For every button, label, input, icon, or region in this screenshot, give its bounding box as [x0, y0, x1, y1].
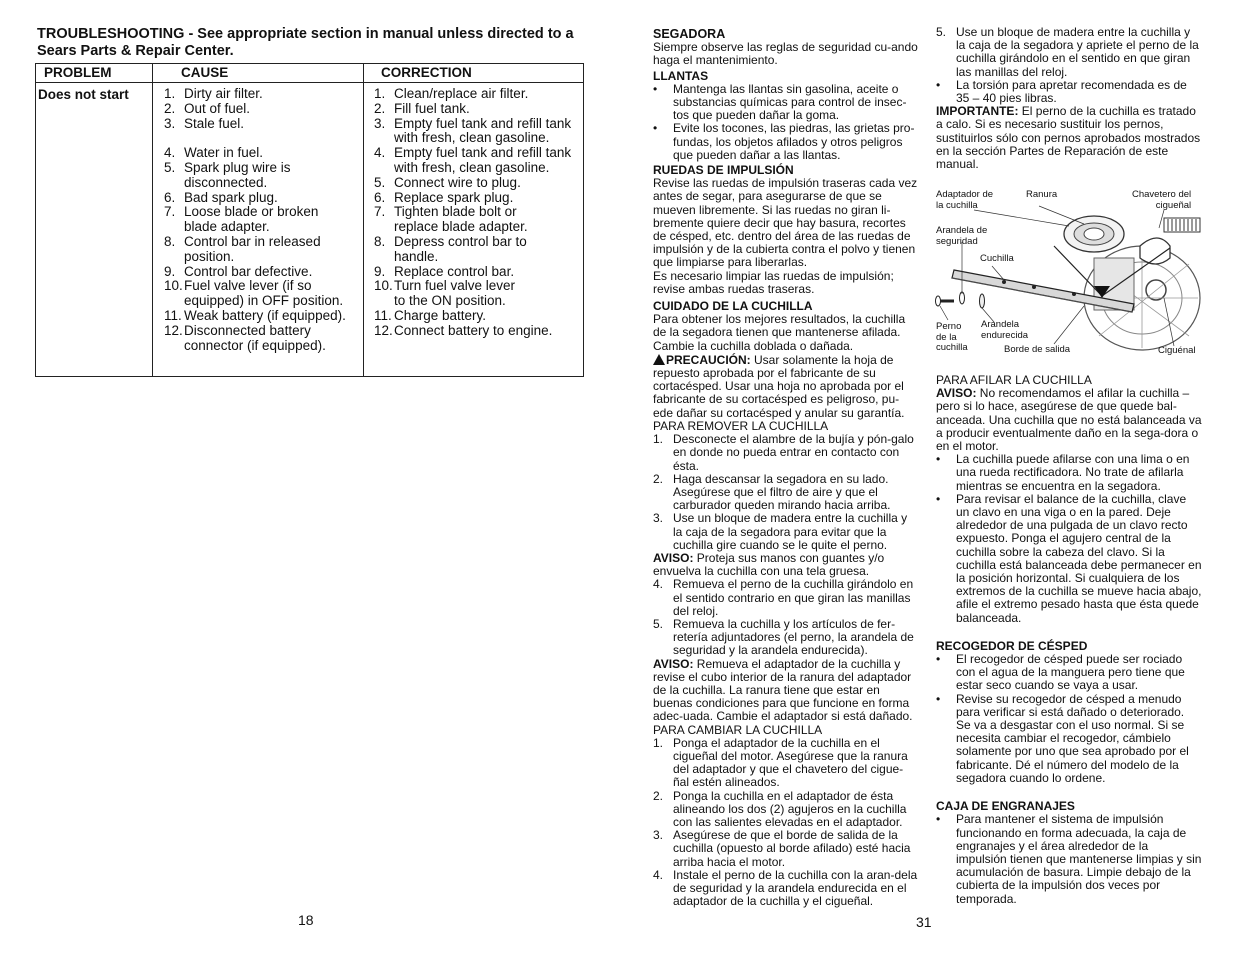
list-item	[653, 829, 918, 869]
bullet: •	[936, 691, 941, 706]
step-number: 4.	[653, 867, 664, 882]
label-ranura: Ranura	[1026, 189, 1058, 200]
caja-list	[936, 813, 1202, 905]
item-text: Haga descansar la segadora en su lado. Asegúrese que el filtro de aire y que el carburador queden mirando hacia arriba.	[673, 471, 891, 513]
list-item	[653, 578, 918, 618]
item-text: El recogedor de césped puede ser rociado con el agua de la manguera pero tiene que estar seco cuando se vaya a usar.	[956, 652, 1185, 693]
item-number: 4.	[164, 145, 176, 161]
subsection-remover: PARA REMOVER LA CUCHILLA	[653, 418, 829, 433]
aviso-2-label: AVISO:	[653, 656, 694, 671]
item-text	[184, 131, 359, 146]
list-item	[164, 265, 359, 280]
afilar-list	[936, 453, 1202, 625]
item-text: Control bar defective.	[184, 263, 313, 279]
recogedor-list	[936, 653, 1202, 785]
aviso-1-paragraph	[653, 552, 918, 578]
bullet: •	[936, 652, 941, 667]
list-item	[374, 146, 584, 176]
page-number-right: 31	[916, 914, 932, 930]
list-item	[936, 453, 1202, 493]
bullet: •	[653, 121, 658, 136]
item-number: 7.	[374, 204, 386, 220]
list-item	[653, 512, 918, 552]
item-text: Water in fuel.	[184, 145, 264, 161]
list-item	[164, 161, 359, 191]
list-item	[164, 131, 359, 146]
item-text: Revise su recogedor de césped a menudo para verificar si está dañado o deteriorado. Se va a desgastar con el uso normal. Si se necesita cambiar el recogedor, cámbielo solamente por uno que sea aprobado por el fabricante. Dé el número del modelo de la segadora cuando lo ordene.	[956, 691, 1189, 785]
blade-assembly-diagram	[934, 186, 1202, 361]
item-text: Remueva la cuchilla y los artículos de fer-retería adjuntadores (el perno, la arandela de seguridad y la arandela endurecida).	[673, 616, 914, 658]
item-text: Asegúrese de que el borde de salida de la cuchilla (opuesto al borde afilado) esté hacia arriba hacia el motor.	[673, 828, 911, 869]
label-ciguenal: Ciguénal	[1158, 345, 1196, 356]
item-text: Turn fuel valve lever to the ON position.	[394, 278, 516, 309]
item-text: Tighten blade bolt or replace blade adapter.	[394, 204, 528, 235]
blade-diagram-illustration	[934, 186, 1202, 361]
list-item	[164, 102, 359, 117]
step-number: 3.	[653, 511, 664, 526]
step-number: 2.	[653, 788, 664, 803]
item-text: Clean/replace air filter.	[394, 86, 529, 101]
list-item	[653, 618, 918, 658]
item-number: 9.	[374, 263, 386, 279]
correction-list	[374, 87, 584, 339]
bullet: •	[936, 77, 941, 92]
subsection-afilar: PARA AFILAR LA CUCHILLA	[936, 373, 1092, 387]
item-text: Out of fuel.	[184, 100, 251, 116]
item-number: 11.	[374, 307, 392, 323]
remover-steps-2	[653, 578, 918, 657]
label-arandela-endurecida: Arandela endurecida	[981, 319, 1029, 341]
bullet: •	[653, 81, 658, 96]
precaucion-label: PRECAUCIÓN:	[666, 352, 751, 367]
step-number: 1.	[653, 735, 664, 750]
bullet: •	[936, 452, 941, 467]
item-number: 6.	[164, 189, 176, 205]
cuidado-text: Para obtener los mejores resultados, la cuchilla de la segadora tienen que mantenerse afilada. Cambie la cuchilla doblada o dañada.	[653, 312, 906, 353]
list-item	[653, 790, 918, 830]
label-adaptador: Adaptador de la cuchilla	[936, 189, 994, 211]
list-item	[374, 235, 584, 265]
item-number: 7.	[164, 204, 176, 220]
bullet: •	[936, 491, 941, 506]
torsion-list	[936, 79, 1202, 105]
warning-icon	[653, 354, 665, 365]
aviso-2-paragraph	[653, 658, 918, 724]
list-item	[374, 265, 584, 280]
list-item	[374, 117, 584, 147]
item-number: 5.	[374, 174, 386, 190]
aviso-afilar-paragraph	[936, 387, 1202, 453]
list-item	[164, 309, 359, 324]
item-text: Connect battery to engine.	[394, 322, 553, 338]
troubleshooting-title: TROUBLESHOOTING - See appropriate section in manual unless directed to a Sears Parts & Repair Center.	[37, 26, 574, 59]
label-arandela-seguridad: Arandela de seguridad	[936, 225, 988, 247]
item-number: 8.	[164, 233, 176, 249]
list-item	[936, 653, 1202, 693]
list-item	[374, 205, 584, 235]
item-text: Para mantener el sistema de impulsión funcionando en forma adecuada, la caja de engranajes y el área alrededor de la impulsión tienen que mantenerse limpias y sin acumulación de basura. Limpie debajo de la cubierta de la impulsión dos veces por temporada.	[956, 812, 1202, 906]
list-item	[164, 279, 359, 309]
troubleshooting-table	[35, 63, 584, 377]
label-borde-salida: Borde de salida	[1004, 344, 1071, 355]
list-item	[936, 813, 1202, 905]
item-number: 3.	[374, 115, 386, 131]
item-text: La cuchilla puede afilarse con una lima o en una rueda rectificadora. No trate de afilarla mientras se encuentra en la segadora.	[956, 452, 1190, 493]
list-item	[164, 235, 359, 265]
item-number: 1.	[374, 86, 386, 101]
label-chavetero: Chavetero del cigueñal	[1132, 189, 1192, 211]
item-number: 10.	[164, 278, 183, 294]
item-text: Control bar in released position.	[184, 233, 321, 264]
section-title-cuidado: CUIDADO DE LA CUCHILLA	[653, 299, 813, 314]
list-item	[374, 102, 584, 117]
item-number: 3.	[164, 115, 176, 131]
item-text: Empty fuel tank and refill tank with fresh, clean gasoline.	[394, 145, 572, 175]
step-number: 2.	[653, 471, 664, 486]
list-item	[374, 87, 584, 102]
label-cuchilla: Cuchilla	[980, 253, 1014, 264]
cause-list	[164, 87, 359, 353]
header-correction: CORRECTION	[381, 65, 472, 80]
aviso-2-text: Remueva el adaptador de la cuchilla y revise el cubo interior de la ranura del adaptador de la cuchilla. La ranura tiene que estar en buenas condiciones para que funcione en forma adec-uada. Cambie el adaptador si está dañado.	[653, 656, 913, 724]
label-perno: Perno de la cuchilla	[936, 321, 968, 353]
item-text: Desconecte el alambre de la bujía y pón-galo en donde no pueda entrar en contacto con ésta.	[673, 432, 914, 473]
subsection-cambiar: PARA CAMBIAR LA CUCHILLA	[653, 722, 823, 737]
ruedas-text-2: Es necesario limpiar las ruedas de impulsión; revise ambas ruedas traseras.	[653, 268, 894, 296]
list-item	[653, 473, 918, 513]
item-text: Fill fuel tank.	[394, 100, 470, 116]
column-1	[653, 26, 918, 908]
cambiar-steps	[653, 737, 918, 909]
page-number-left: 18	[298, 912, 314, 928]
item-text: Stale fuel.	[184, 115, 245, 131]
list-item	[653, 737, 918, 790]
list-item	[653, 122, 918, 162]
section-title-ruedas: RUEDAS DE IMPULSIÓN	[653, 163, 794, 178]
item-text: Charge battery.	[394, 307, 487, 323]
item-number: 5.	[164, 159, 176, 175]
list-item	[936, 693, 1202, 785]
list-item	[374, 191, 584, 206]
item-text: Connect wire to plug.	[394, 174, 521, 190]
aviso-afilar-label: AVISO:	[936, 386, 977, 401]
llantas-list	[653, 83, 918, 162]
item-text: Replace control bar.	[394, 263, 515, 279]
list-item	[936, 493, 1202, 625]
item-number: 12.	[164, 322, 183, 338]
item-number: 10.	[374, 278, 393, 294]
item-text: Remueva el perno de la cuchilla girándolo en el sentido contrario en que giran las manillas del reloj.	[673, 577, 914, 618]
item-text: Weak battery (if equipped).	[184, 307, 346, 323]
column-2-bottom	[936, 374, 1202, 906]
item-text: Replace spark plug.	[394, 189, 514, 205]
step-number: 3.	[653, 828, 664, 843]
item-text: Ponga el adaptador de la cuchilla en el cigueñal del motor. Asegúrese que la ranura del adaptador y que el chavetero del cigue-ñal estén alineados.	[673, 735, 908, 790]
item-text: Ponga la cuchilla en el adaptador de ésta alineando los dos (2) agujeros en la cuchilla con las salientes elevadas en el adaptador.	[673, 788, 907, 829]
list-item	[164, 191, 359, 206]
precaucion-paragraph	[653, 353, 918, 420]
list-item	[164, 87, 359, 102]
item-text: Bad spark plug.	[184, 189, 278, 205]
item-number: 8.	[374, 233, 386, 249]
list-item	[164, 205, 359, 235]
table-header	[36, 64, 583, 83]
item-text: Evite los tocones, las piedras, las grietas pro-fundas, los objetos afilados y otros peligros que pueden dañar a las llantas.	[673, 121, 915, 162]
bullet: •	[936, 812, 941, 827]
step-text: Use un bloque de madera entre la cuchilla y la caja de la segadora y apriete el perno de la cuchilla girándolo en el sentido en que giran las manillas del reloj.	[956, 25, 1199, 79]
item-number: 2.	[374, 100, 386, 116]
list-item	[164, 117, 359, 132]
step-number: 5.	[653, 616, 664, 631]
list-item	[653, 433, 918, 473]
item-number: 4.	[374, 145, 386, 161]
aviso-1-label: AVISO:	[653, 550, 694, 565]
item-text: Disconnected battery connector (if equipped).	[184, 322, 326, 353]
section-title-llantas: LLANTAS	[653, 68, 709, 83]
list-item	[374, 324, 584, 339]
item-number: 12.	[374, 322, 393, 338]
item-text: Fuel valve lever (if so equipped) in OFF position.	[184, 278, 344, 309]
importante-paragraph	[936, 105, 1202, 171]
step-number: 1.	[653, 432, 664, 447]
item-text: Para revisar el balance de la cuchilla, clave un clavo en una viga o en la pared. Deje alrededor de una pulgada de un clavo recto expuesto. Ponga el agujero central de la cuchilla sobre la cabeza del clavo. Si la cuchilla está balanceada debe permanecer en la posición horizontal. Si cualquiera de los extremos de la cuchilla se mueve hacia abajo, afile el extremo pesado hasta que ésta quede balanceada.	[956, 491, 1202, 625]
importante-text: El perno de la cuchilla es tratado a calo. Si es necesario sustituir los pernos, sustituirlos sólo con pernos aprobados mostrados en la sección Partes de Reparación de este manual.	[936, 104, 1201, 172]
segadora-text: Siempre observe las reglas de seguridad cu-ando haga el mantenimiento.	[653, 40, 918, 68]
importante-label: IMPORTANTE:	[936, 104, 1019, 119]
list-item	[374, 176, 584, 191]
aviso-afilar-text: No recomendamos el afilar la cuchilla – pero si lo hace, asegúrese de que quede bal-anceada. Una cuchilla que no está balanceada va a producir eventualmente daño en la sega-dora o en el motor.	[936, 386, 1202, 454]
item-text: Empty fuel tank and refill tank with fresh, clean gasoline.	[394, 115, 572, 146]
item-number: 1.	[164, 86, 176, 101]
problem-cell: Does not start	[38, 87, 129, 102]
header-cause: CAUSE	[181, 65, 229, 80]
torsion-text: La torsión para apretar recomendada es de 35 – 40 pies libras.	[956, 77, 1187, 106]
item-text: Dirty air filter.	[184, 86, 263, 101]
item-text: Mantenga las llantas sin gasolina, aceite o substancias químicas para control de insec-tos que pueden dañar la goma.	[673, 81, 907, 123]
step-number: 5.	[936, 25, 947, 39]
item-number: 11.	[164, 307, 182, 323]
list-item	[164, 324, 359, 354]
item-text: Use un bloque de madera entre la cuchilla y la caja de la segadora para evitar que la cuchilla gire cuando se le quite el perno.	[673, 511, 908, 552]
item-text: Spark plug wire is disconnected.	[184, 159, 291, 190]
section-title-segadora: SEGADORA	[653, 27, 726, 41]
list-item	[374, 309, 584, 324]
list-item	[164, 146, 359, 161]
step-number: 4.	[653, 577, 664, 592]
column-divider	[363, 64, 364, 376]
list-item	[936, 79, 1202, 105]
precaucion-text: Usar solamente la hoja de repuesto aprobada por el fabricante de su cortacésped. Usar una hoja no aprobada por el fabricante de su cortacésped es peligroso, pu-ede dañar su cortacésped y anular su garantía.	[653, 352, 905, 420]
section-title-caja: CAJA DE ENGRANAJES	[936, 799, 1075, 814]
ruedas-text: Revise las ruedas de impulsión traseras cada vez antes de segar, para asegurarse de que se mueven libremente. Si las ruedas no giran li-bremente quiere decir que hay basura, recortes de césped, etc. dentro del área de las ruedas de impulsión y de la cubierta contra el polvo y tienen que limpiarse para liberarlas.	[653, 176, 918, 270]
remover-steps	[653, 433, 918, 552]
item-number: 2.	[164, 100, 176, 116]
aviso-1-text: Proteja sus manos con guantes y/o envuelva la cuchilla con una tela gruesa.	[653, 550, 885, 579]
item-number: 6.	[374, 189, 386, 205]
item-number: 9.	[164, 263, 176, 279]
item-text: Loose blade or broken blade adapter.	[184, 204, 319, 235]
item-text: Instale el perno de la cuchilla con la aran-dela de seguridad y la arandela endurecida en el adaptador de la cuchilla y el cigueñal.	[673, 867, 918, 909]
section-title-recogedor: RECOGEDOR DE CÉSPED	[936, 638, 1088, 653]
list-item	[374, 279, 584, 309]
column-divider	[152, 64, 153, 376]
list-item	[936, 26, 1202, 79]
cambiar-step-5	[936, 26, 1202, 171]
list-item	[653, 83, 918, 123]
list-item	[653, 869, 918, 909]
header-problem: PROBLEM	[44, 65, 112, 80]
item-text: Depress control bar to handle.	[394, 233, 527, 264]
column-2-top	[936, 26, 1202, 171]
